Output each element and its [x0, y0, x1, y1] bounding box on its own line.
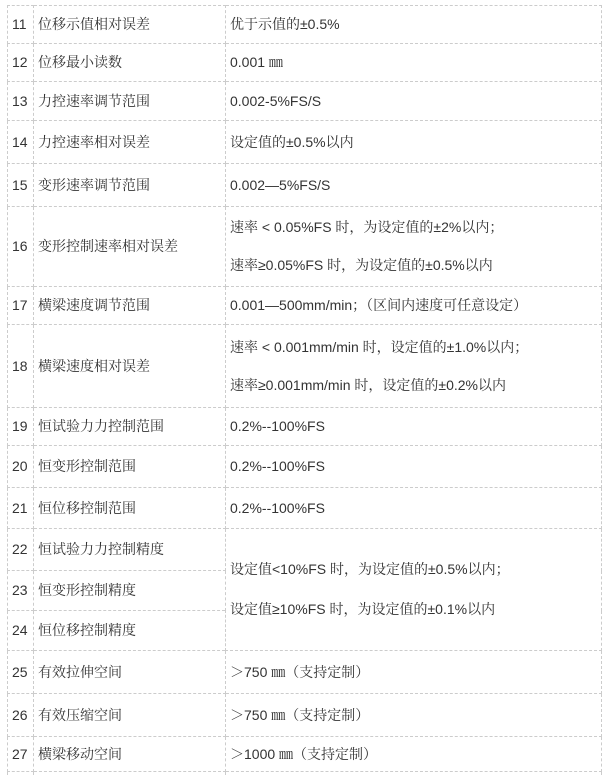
- spec-value-cell: 0.002—5%FS/S: [226, 164, 602, 207]
- spec-name-cell: 恒试验力力控制范围: [34, 408, 226, 446]
- table-row: [8, 6, 602, 44]
- table-row: [8, 651, 602, 694]
- table-row: [8, 287, 602, 325]
- spec-value-line: 速率 < 0.001mm/min 时，设定值的±1.0%以内；: [230, 338, 529, 355]
- spec-name-cell: 恒试验力力控制精度: [34, 529, 226, 571]
- row-number-cell: 18: [8, 325, 34, 408]
- spec-value-line: 设定值≥10%FS 时，为设定值的±0.1%以内: [230, 601, 496, 617]
- spec-value-cell: 设定值的±0.5%以内: [226, 121, 602, 164]
- table-row: [8, 737, 602, 772]
- table-row-partial: [8, 772, 602, 777]
- row-number-cell: [8, 772, 34, 777]
- table-row: [8, 207, 602, 287]
- spec-name-cell: 变形速率调节范围: [34, 164, 226, 207]
- spec-value-cell: 0.2%--100%FS: [226, 488, 602, 529]
- row-number-cell: 21: [8, 488, 34, 529]
- table-row: [8, 408, 602, 446]
- row-number-cell: 12: [8, 44, 34, 82]
- spec-name-cell: 横梁速度相对误差: [34, 325, 226, 408]
- row-number-cell: 26: [8, 694, 34, 737]
- spec-name-cell: 横梁速度调节范围: [34, 287, 226, 325]
- spec-value-line: 速率≥0.05%FS 时，为设定值的±0.5%以内: [230, 257, 493, 273]
- spec-name-cell: 恒位移控制精度: [34, 611, 226, 651]
- row-number-cell: 17: [8, 287, 34, 325]
- table-row: [8, 446, 602, 488]
- spec-value-cell: 0.2%--100%FS: [226, 408, 602, 446]
- row-number-cell: 22: [8, 529, 34, 571]
- table-row: [8, 82, 602, 121]
- spec-name-cell: 恒位移控制范围: [34, 488, 226, 529]
- row-number-cell: 15: [8, 164, 34, 207]
- spec-value-line: 速率≥0.001mm/min 时，设定值的±0.2%以内: [230, 376, 506, 393]
- spec-name-cell: 位移最小读数: [34, 44, 226, 82]
- spec-value-cell: 0.002-5%FS/S: [226, 82, 602, 121]
- row-number-cell: 20: [8, 446, 34, 488]
- spec-value-line: 速率 < 0.05%FS 时，为设定值的±2%以内；: [230, 219, 504, 235]
- spec-name-cell: [34, 772, 226, 777]
- table-row: [8, 488, 602, 529]
- row-number-cell: 14: [8, 121, 34, 164]
- spec-name-cell: 力控速率调节范围: [34, 82, 226, 121]
- row-number-cell: 11: [8, 6, 34, 44]
- spec-name-cell: 恒变形控制范围: [34, 446, 226, 488]
- spec-value-cell: [226, 772, 602, 777]
- spec-value-cell: ＞750 ㎜（支持定制）: [226, 694, 602, 737]
- row-number-cell: 25: [8, 651, 34, 694]
- table-row: [8, 121, 602, 164]
- table-row: [8, 44, 602, 82]
- spec-name-cell: 有效拉伸空间: [34, 651, 226, 694]
- spec-value-cell: 0.001—500mm/min；（区间内速度可任意设定）: [226, 287, 602, 325]
- spec-value-cell: 0.001 ㎜: [226, 44, 602, 82]
- row-number-cell: 23: [8, 571, 34, 611]
- spec-value-line: 设定值<10%FS 时，为设定值的±0.5%以内；: [230, 561, 510, 577]
- table-row: [8, 694, 602, 737]
- table-row: [8, 164, 602, 207]
- table-row: [8, 529, 602, 571]
- spec-name-cell: 位移示值相对误差: [34, 6, 226, 44]
- spec-value-cell-merged: [226, 529, 602, 651]
- spec-name-cell: 变形控制速率相对误差: [34, 207, 226, 287]
- spec-table: [7, 5, 602, 777]
- row-number-cell: 16: [8, 207, 34, 287]
- spec-value-cell: ＞1000 ㎜（支持定制）: [226, 737, 602, 772]
- row-number-cell: 13: [8, 82, 34, 121]
- spec-value-cell: 0.2%--100%FS: [226, 446, 602, 488]
- spec-value-cell: ＞750 ㎜（支持定制）: [226, 651, 602, 694]
- spec-name-cell: 恒变形控制精度: [34, 571, 226, 611]
- spec-value-cell: [226, 325, 602, 408]
- row-number-cell: 19: [8, 408, 34, 446]
- spec-name-cell: 横梁移动空间: [34, 737, 226, 772]
- spec-name-cell: 有效压缩空间: [34, 694, 226, 737]
- row-number-cell: 24: [8, 611, 34, 651]
- spec-value-cell: [226, 207, 602, 287]
- table-row: [8, 325, 602, 408]
- spec-value-cell: 优于示值的±0.5%: [226, 6, 602, 44]
- spec-name-cell: 力控速率相对误差: [34, 121, 226, 164]
- row-number-cell: 27: [8, 737, 34, 772]
